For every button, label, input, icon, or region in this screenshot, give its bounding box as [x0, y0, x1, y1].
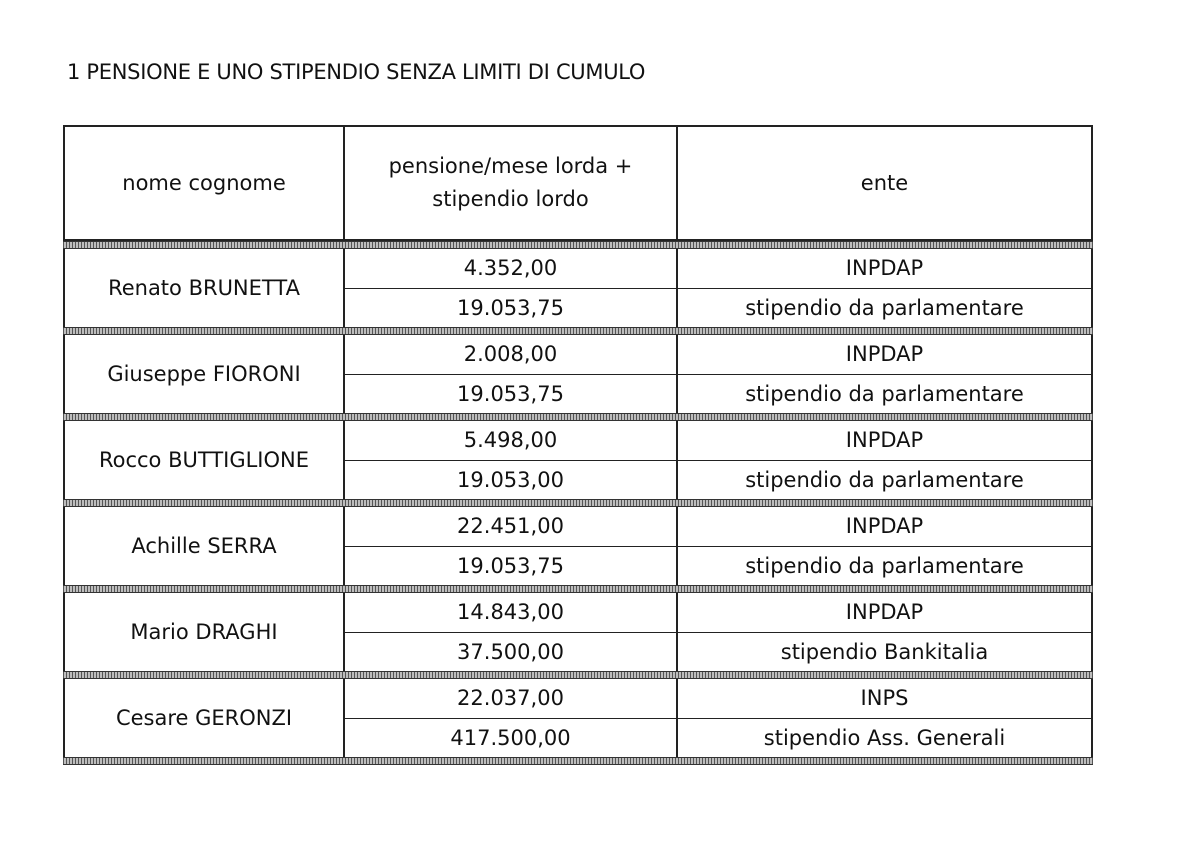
- table-row: [345, 679, 1091, 718]
- separator: [63, 413, 1093, 421]
- person-name: Cesare GERONZI: [65, 679, 345, 757]
- ente-cell: INPS: [860, 686, 909, 711]
- separator: [63, 499, 1093, 507]
- ente-cell: stipendio Bankitalia: [780, 639, 989, 664]
- table-group: [63, 679, 1093, 757]
- amount-cell: 5.498,00: [345, 421, 678, 460]
- amount-cell: 417.500,00: [345, 719, 678, 758]
- header-name: nome cognome: [65, 127, 345, 239]
- ente-cell: INPDAP: [845, 428, 924, 453]
- header-amount-line1: pensione/mese lorda +: [388, 154, 633, 178]
- ente-cell: INPDAP: [845, 342, 924, 367]
- amount-cell: 4.352,00: [345, 249, 678, 288]
- table-row: [345, 507, 1091, 546]
- separator: [63, 585, 1093, 593]
- table-row: [345, 460, 1091, 500]
- amount-cell: 19.053,75: [345, 289, 678, 328]
- table-row: [345, 249, 1091, 288]
- table-row: [345, 718, 1091, 758]
- person-name: Achille SERRA: [65, 507, 345, 585]
- person-name: Giuseppe FIORONI: [65, 335, 345, 413]
- table-row: [345, 546, 1091, 586]
- ente-cell: stipendio Ass. Generali: [763, 725, 1006, 750]
- separator: [63, 327, 1093, 335]
- ente-cell: stipendio da parlamentare: [745, 381, 1024, 406]
- table-row: [345, 421, 1091, 460]
- table-group: [63, 335, 1093, 413]
- header-ente: ente: [860, 170, 909, 195]
- ente-cell: stipendio da parlamentare: [745, 295, 1024, 320]
- ente-cell: INPDAP: [845, 514, 924, 539]
- table-row: [345, 335, 1091, 374]
- table-row: [345, 593, 1091, 632]
- person-name: Rocco BUTTIGLIONE: [65, 421, 345, 499]
- ente-cell: stipendio da parlamentare: [745, 553, 1024, 578]
- table-bottom-border: [63, 757, 1093, 765]
- amount-cell: 19.053,00: [345, 461, 678, 500]
- header-amount: [345, 127, 678, 239]
- table-group: [63, 507, 1093, 585]
- pension-salary-table: [63, 125, 1093, 765]
- amount-cell: 22.037,00: [345, 679, 678, 718]
- table-header: [63, 125, 1093, 241]
- ente-cell: INPDAP: [845, 600, 924, 625]
- header-amount-line2: stipendio lordo: [432, 187, 589, 211]
- amount-cell: 37.500,00: [345, 633, 678, 672]
- table-group: [63, 421, 1093, 499]
- amount-cell: 19.053,75: [345, 375, 678, 414]
- amount-cell: 19.053,75: [345, 547, 678, 586]
- table-group: [63, 249, 1093, 327]
- table-row: [345, 374, 1091, 414]
- separator: [63, 671, 1093, 679]
- separator: [63, 241, 1093, 249]
- table-row: [345, 288, 1091, 328]
- document-title: 1 PENSIONE E UNO STIPENDIO SENZA LIMITI DI CUMULO: [67, 60, 646, 84]
- ente-cell: stipendio da parlamentare: [745, 467, 1024, 492]
- ente-cell: INPDAP: [845, 256, 924, 281]
- table-row: [345, 632, 1091, 672]
- amount-cell: 2.008,00: [345, 335, 678, 374]
- table-group: [63, 593, 1093, 671]
- amount-cell: 22.451,00: [345, 507, 678, 546]
- amount-cell: 14.843,00: [345, 593, 678, 632]
- person-name: Renato BRUNETTA: [65, 249, 345, 327]
- person-name: Mario DRAGHI: [65, 593, 345, 671]
